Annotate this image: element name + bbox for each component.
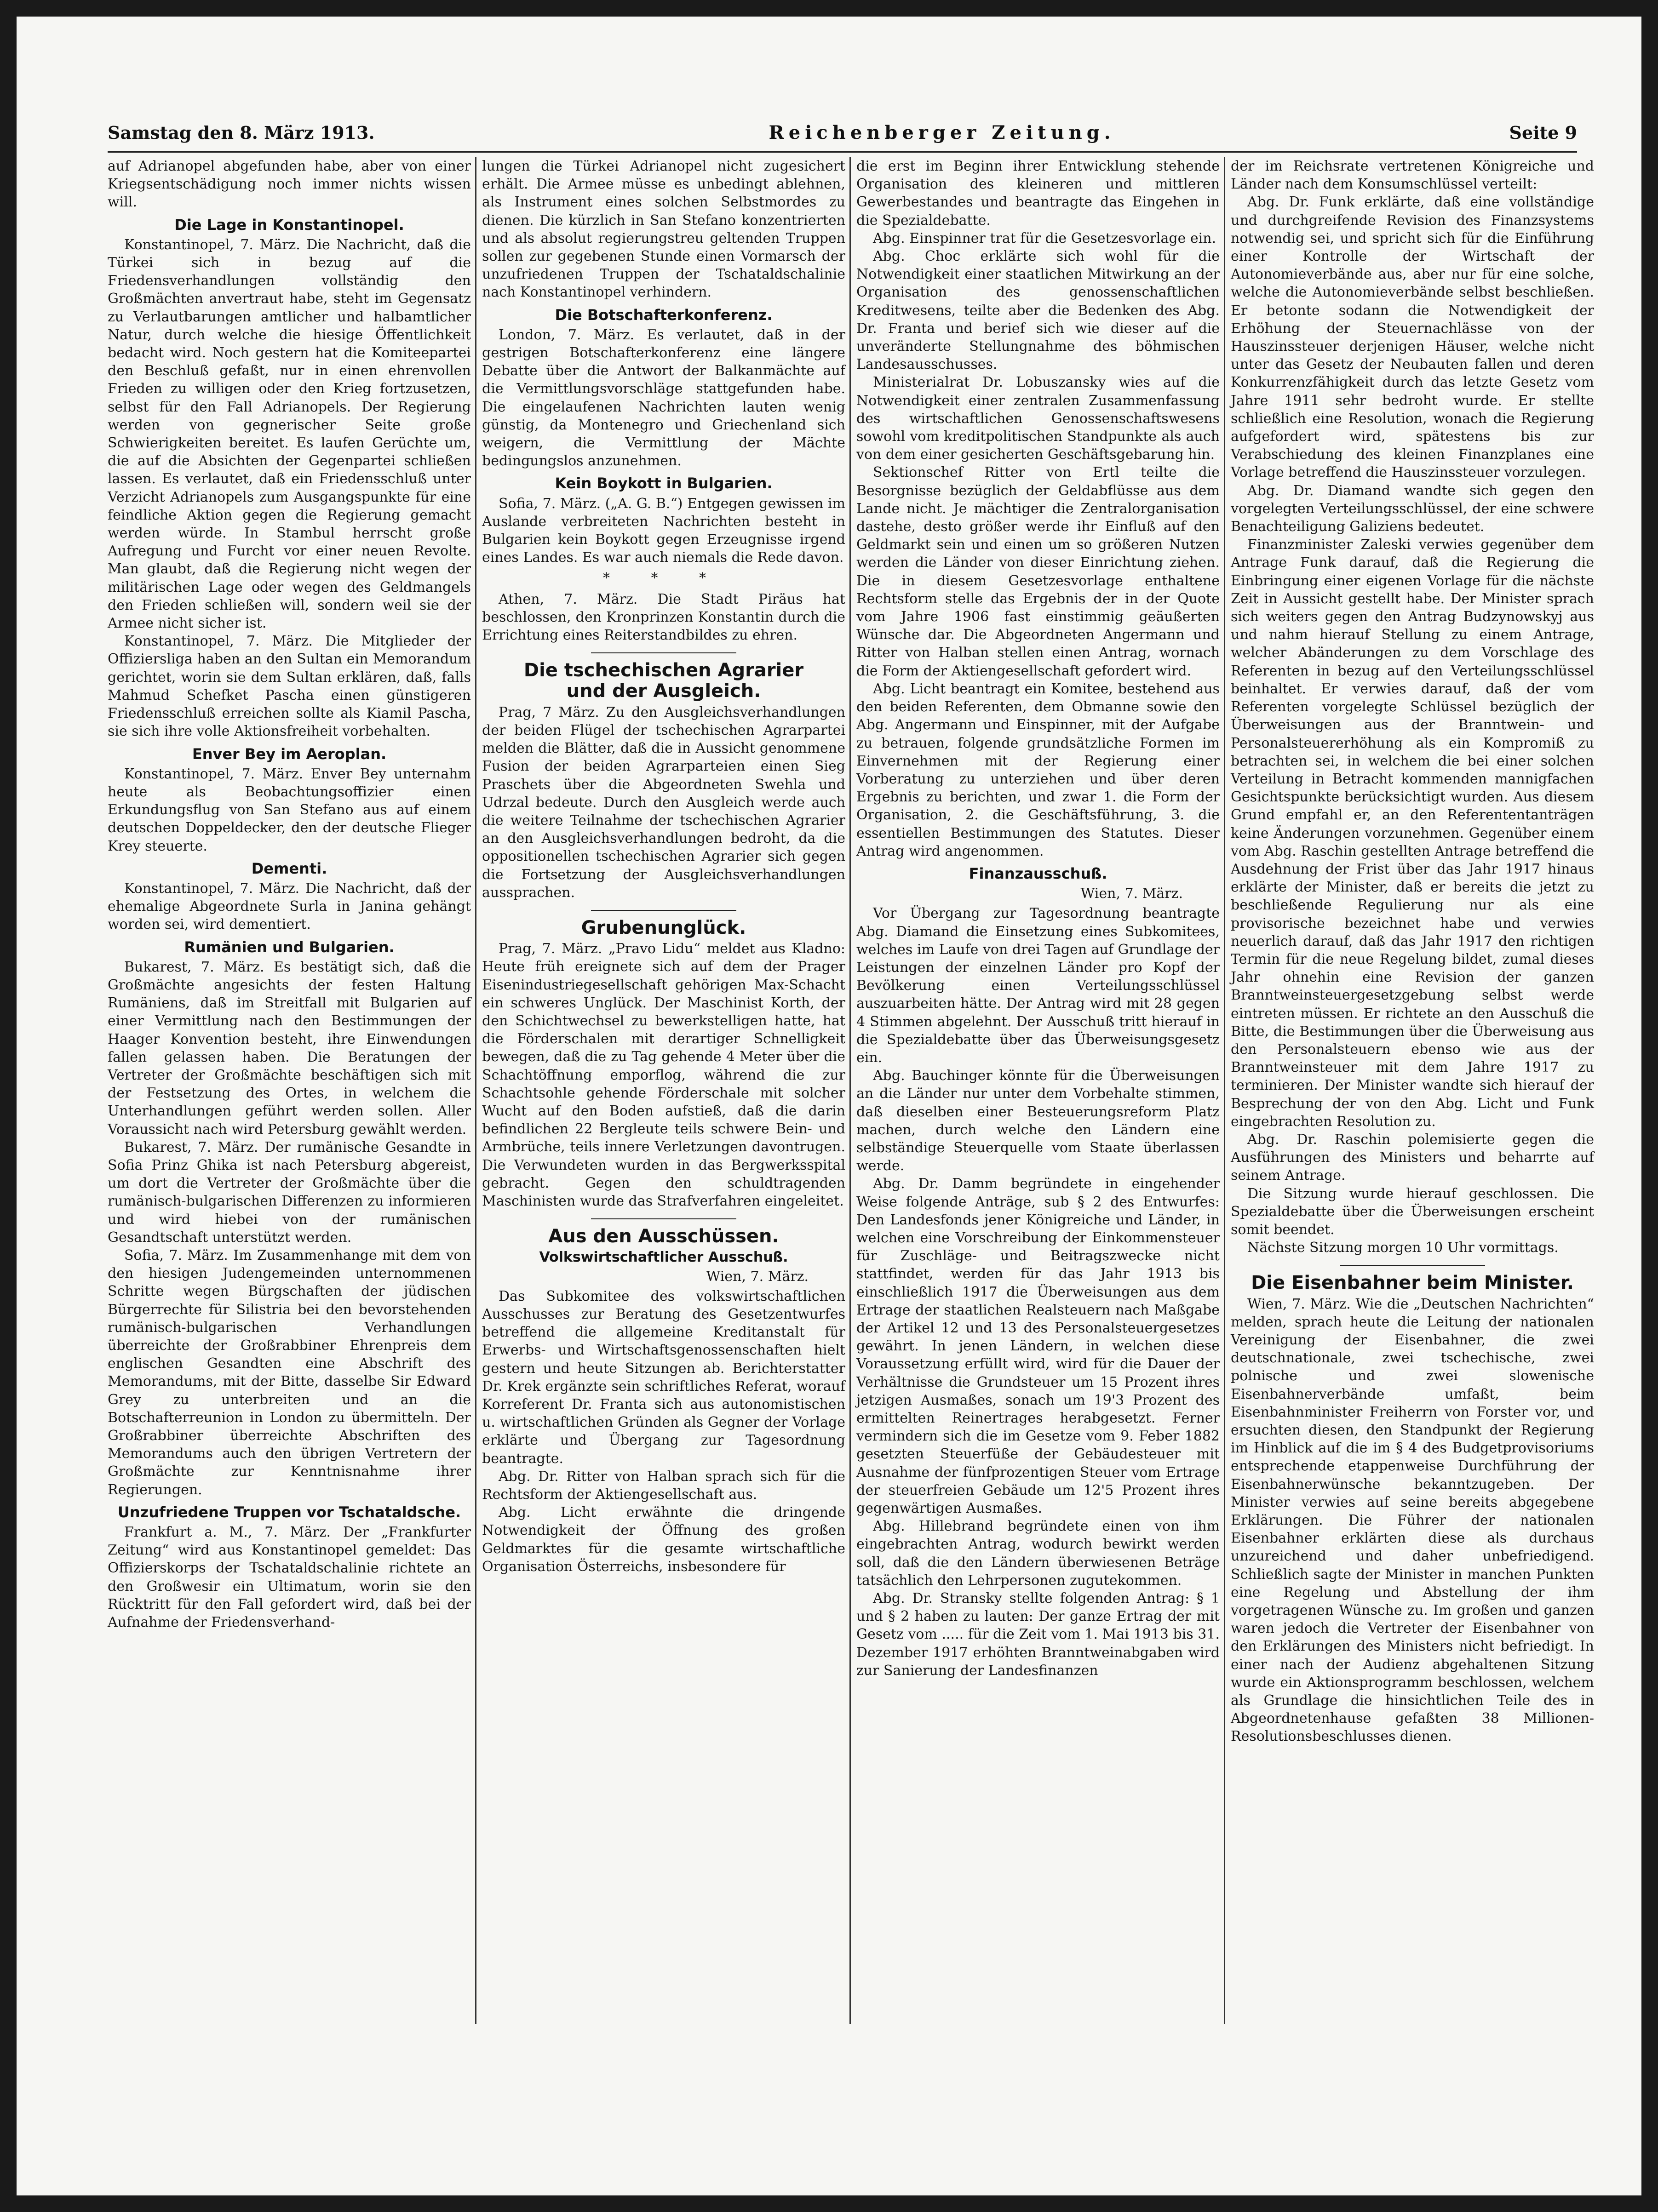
masthead-title: Reichenberger Zeitung.: [769, 121, 1115, 143]
section-rule: [1340, 1265, 1485, 1266]
page-number: Seite 9: [1509, 122, 1577, 143]
article-heading: Kein Boykott in Bulgarien.: [555, 474, 773, 492]
article-paragraph: Finanzminister Zaleski verwies gegenüber dem Antrage Funk darauf, daß die Regierung die Einbringung einer eigenen Vorlage für die nächste Zeit in Aussicht gestellt habe. Der Minister sprach sich weiters gegen den Antrag Budzynowskyj aus und nahm hierauf Stellung zu einem Antrage, welcher Abänderungen zu dem Vorschlage des Referenten in bezug auf den Verteilungsschlüssel beinhaltet. Er verwies darauf, daß der vom Referenten vorgelegte Schlüssel bezüglich der Überweisungen aus der Branntwein- und Personalsteuererhöhung als ein Kompromiß zu betrachten sei, in welchem die bei einer solchen Verteilung in Betracht kommenden mannigfachen Gesichtspunkte berücksichtigt wurden. Aus diesem Grund empfahl er, an den Referententanträgen keine Änderungen vorzunehmen. Gegenüber einem vom Abg. Raschin gestellten Antrage betreffend die Ausdehnung der Frist über das Jahr 1917 hinaus erklärte der Minister, daß er bereits die jetzt zu beschließende Regulierung nur als eine provisorische bezeichnet habe und verwies neuerlich darauf, daß das Jahr 1917 den richtigen Termin für die neue Regelung bildet, zumal dieses Jahr ohnehin eine Revision der ganzen Branntweinsteuergesetzgebung selbst werde eintreten müssen. Er richtete an den Ausschuß die Bitte, die Bestimmungen über die Überweisung aus den Personalsteuern ebenso wie aus der Branntweinsteuer mit dem Jahre 1917 zu terminieren. Der Minister wandte sich hierauf der Besprechung der von den Abg. Licht und Funk eingebrachten Resolution zu.: [1231, 537, 1594, 1130]
article-subheading: Volkswirtschaftlicher Ausschuß.: [539, 1249, 788, 1266]
page-header: [108, 119, 1577, 146]
article-paragraph: Frankfurt a. M., 7. März. Der „Frankfurter Zeitung“ wird aus Konstantinopel gemeldet: Das Offizierskorps der Tschataldschalinie richtete an den Großwesir ein Ultimatum, worin sie den Rücktritt für den Fall gefordert wird, daß bei der Aufnahme der Friedensverhand-: [108, 1524, 471, 1631]
article-headline: Grubenunglück.: [581, 917, 746, 938]
article-paragraph: Abg. Dr. Ritter von Halban sprach sich für die Rechtsform der Aktiengesellschaft aus.: [482, 1468, 845, 1503]
article-paragraph: Sofia, 7. März. („A. G. B.“) Entgegen gewissen im Auslande verbreiteten Nachrichten besteht in Bulgarien kein Boykott gegen Erzeugnisse irgend eines Landes. Es war auch niemals die Rede davon.: [482, 495, 845, 566]
article-heading: Unzufriedene Truppen vor Tschataldsche.: [117, 1503, 461, 1521]
article-paragraph: Abg. Choc erklärte sich wohl für die Notwendigkeit einer staatlichen Mitwirkung an der Organisation des genossenschaftlichen Kreditwesens, teilte aber die Bedenken des Abg. Dr. Franta und berief sich wie dieser auf die unveränderte Stellungnahme des böhmischen Landesausschusses.: [856, 248, 1220, 373]
column-divider: [475, 157, 476, 2024]
article-paragraph: Nächste Sitzung morgen 10 Uhr vormittags.: [1247, 1240, 1559, 1256]
column-3: [856, 157, 1220, 1680]
section-rule: [591, 1218, 736, 1219]
article-paragraph: Sofia, 7. März. Im Zusammenhange mit dem von den hiesigen Judengemeinden unternommenen Schritte wegen Bürgschaften der jüdischen Bürgerrechte für Silistria bei den bevorstehenden rumänisch-bulgarischen Verhandlungen überreichte der Großrabbiner Ehrenpreis dem englischen Gesandten eine Abschrift des Memorandums, mit der Bitte, dasselbe Sir Edward Grey zu unterbreiten und an die Botschafterreunion in London zu übermitteln. Der Großrabbiner überreichte Abschriften des Memorandums auch den übrigen Vertretern der Großmächte zur Kenntnisnahme ihrer Regierungen.: [108, 1247, 471, 1498]
article-paragraph: Abg. Hillebrand begründete einen von ihm eingebrachten Antrag, wodurch bewirkt werden soll, daß die den Ländern überwiesenen Beträge tatsächlich den Lehrpersonen zugutekommen.: [856, 1518, 1220, 1589]
article-heading: Die Lage in Konstantinopel.: [174, 216, 404, 234]
article-headline: Die tschechischen Agrarier: [523, 660, 804, 681]
article-paragraph: Konstantinopel, 7. März. Die Mitglieder der Offiziersliga haben an den Sultan ein Memorandum gerichtet, worin sie dem Sultan erklären, daß, falls Mahmud Schefket Pascha einen günstigeren Friedensschluß erreichen sollte als Kiamil Pascha, sie sich ihre volle Aktionsfreiheit vorbehalten.: [108, 633, 471, 740]
article-paragraph: Abg. Bauchinger könnte für die Überweisungen an die Länder nur unter dem Vorbehalte stimmen, daß dieselben einer Besteuerungsreform Platz machen, durch welche den Ländern eine selbständige Steuerquelle vom Staate überlassen werde.: [856, 1068, 1220, 1174]
section-rule: [591, 910, 736, 911]
dateline: Wien, 7. März.: [706, 1268, 809, 1285]
article-paragraph: Sektionschef Ritter von Ertl teilte die Besorgnisse bezüglich der Geldabflüsse aus dem Lande nicht. Je mächtiger die Zentralorganisation dastehe, desto größer werde ihr Einfluß auf den Geldmarkt sein und einen um so größeren Nutzen werden die Länder von dieser Einrichtung ziehen. Die in diesem Gesetzesvorlage enthaltene Rechtsform stelle das Ergebnis der in der Quote vom Jahre 1906 fast einstimmig geäußerten Wünsche dar. Die Abgeordneten Angermann und Ritter von Halban stellen einen Antrag, wornach die Form der Aktiengesellschaft gefordert wird.: [856, 464, 1220, 679]
article-headline: Die Eisenbahner beim Minister.: [1251, 1272, 1574, 1294]
article-paragraph: Abg. Dr. Damm begründete in eingehender Weise folgende Anträge, sub § 2 des Entwurfes: Den Landesfonds jener Königreiche und Länder, in welchen eine Vorschreibung der Einkommensteuer für Zuschläge- und Beitragszwecke nicht stattfindet, werden für das Jahr 1913 bis einschließlich 1917 die Überweisungen aus dem Ertrage der staatlichen Realsteuern nach Maßgabe der Artikel 12 und 13 des Personalsteuergesetzes gewährt. In jenen Ländern, in welchen diese Voraussetzung erfüllt wird, wird für die Dauer der Verhältnisse die Grundsteuer um 15 Prozent ihres jetzigen Ausmaßes, sonach um 19'3 Prozent des ermittelten Reinertrages herabgesetzt. Ferner vermindern sich die im Gesetze vom 9. Feber 1882 gesetzten Steuerfüße der Gebäudesteuer mit Ausnahme der fünfprozentigen Steuer vom Ertrage der steuerfreien Gebäude um 12'5 Prozent ihres gegenwärtigen Ausmaßes.: [856, 1176, 1220, 1517]
article-headline: und der Ausgleich.: [566, 680, 761, 702]
article-heading: Die Botschafterkonferenz.: [555, 306, 773, 324]
article-paragraph: Prag, 7 März. Zu den Ausgleichsverhandlungen der beiden Flügel der tschechischen Agrarpartei melden die Blätter, daß die in Aussicht genommene Fusion der beiden Agrarparteien einen Sieg Praschets über die Abgeordneten Swehla und Udrzal bedeute. Durch den Ausgleich werde auch die weitere Teilnahme der tschechischen Agrarier an den Ausgleichsverhandlungen bedroht, da die oppositionellen tschechischen Agrarier sich gegen die Fortsetzung der Ausgleichsverhandlungen aussprachen.: [482, 704, 845, 901]
newspaper-page: [17, 17, 1641, 2195]
article-heading: Dementi.: [251, 859, 327, 877]
article-paragraph: Vor Übergang zur Tagesordnung beantragte Abg. Diamand die Einsetzung eines Subkomitees, welches im Laufe von drei Tagen auf Grundlage der Leistungen der einzelnen Länder pro Kopf der Bevölkerung einen Verteilungsschlüssel auszuarbeiten hätte. Der Antrag wird mit 28 gegen 4 Stimmen abgelehnt. Der Ausschuß tritt hierauf in die Spezialdebatte über das Überweisungsgesetz ein.: [856, 905, 1220, 1066]
column-divider: [849, 157, 851, 2024]
article-paragraph: Konstantinopel, 7. März. Die Nachricht, daß die Türkei sich in bezug auf die Friedensverhandlungen vollständig den Großmächten anvertraut habe, steht im Gegensatz zu Verlautbarungen amtlicher und halbamtlicher Natur, durch welche die hiesige Öffentlichkeit bedacht wird. Noch gestern hat die Komiteepartei den Beschluß gefaßt, nur in einen ehrenvollen Frieden zu willigen oder den Krieg fortzusetzen, selbst für den Fall Adrianopels. Der Regierung werden von gegnerischer Seite große Schwierigkeiten bereitet. Es laufen Gerüchte um, die auf die Absichten der Gegenpartei schließen lassen. Es verlautet, daß ein Friedensschluß unter Verzicht Adrianopels zum Ausgangspunkte für eine feindliche Aktion gegen die Regierung gemacht werden würde. In Stambul herrscht große Aufregung und Furcht vor einer neuen Revolte. Man glaubt, daß die Regierung nicht wegen der militärischen Lage oder wegen des Geldmangels den Frieden schließen will, sondern weil sie der Armee nicht sicher ist.: [108, 236, 471, 632]
header-date: Samstag den 8. März 1913.: [108, 122, 375, 143]
article-paragraph: Konstantinopel, 7. März. Die Nachricht, daß der ehemalige Abgeordnete Surla in Janina gehängt worden sei, wird dementiert.: [108, 880, 471, 933]
section-separator: * * *: [602, 570, 725, 587]
article-paragraph: Bukarest, 7. März. Der rumänische Gesandte in Sofia Prinz Ghika ist nach Petersburg abgereist, um dort die Vertreter der Großmächte über die rumänisch-bulgarischen Differenzen zu informieren und wird hiebei von der rumänischen Gesandtschaft unterstützt werden.: [108, 1139, 471, 1246]
article-heading: Finanzausschuß.: [969, 864, 1107, 882]
article-headline: Aus den Ausschüssen.: [548, 1226, 779, 1247]
article-paragraph: der im Reichsrate vertretenen Königreiche und Länder nach dem Konsumschlüssel verteilt:: [1231, 158, 1594, 193]
column-4: [1231, 157, 1594, 1746]
article-paragraph: auf Adrianopel abgefunden habe, aber von einer Kriegsentschädigung noch immer nichts wissen will.: [108, 158, 471, 211]
column-2: [482, 157, 845, 1576]
article-paragraph: Prag, 7. März. „Pravo Lidu“ meldet aus Kladno: Heute früh ereignete sich auf dem der Prager Eisenindustriegesellschaft gehörigen Max-Schacht ein schweres Unglück. Der Maschinist Korth, der den Schichtwechsel zu bewerkstelligen hatte, hat die Förderschalen mit derartiger Schnelligkeit bewegen, daß die zu Tag gehende 4 Meter über die Schachtöffnung emporflog, während die zur Schachtsohle gehende Förderschale mit solcher Wucht auf den Boden aufstieß, daß die darin befindlichen 22 Bergleute teils schwere Bein- und Armbrüche, teils innere Verletzungen davontrugen. Die Verwundeten wurden in das Bergwerksspital gebracht. Gegen den schuldtragenden Maschinisten wurde das Strafverfahren eingeleitet.: [482, 941, 845, 1209]
dateline: Wien, 7. März.: [1080, 886, 1183, 902]
article-paragraph: Die Sitzung wurde hierauf geschlossen. Die Spezialdebatte über die Überweisungen erscheint somit beendet.: [1231, 1185, 1594, 1238]
column-divider: [1224, 157, 1225, 2024]
article-paragraph: Wien, 7. März. Wie die „Deutschen Nachrichten“ melden, sprach heute die Leitung der nationalen Vereinigung der Eisenbahner, die zwei deutschnationale, zwei tschechische, zwei polnische und zwei slowenische Eisenbahnerverbände umfaßt, beim Eisenbahnminister Freiherrn von Forster vor, und ersuchten diesen, den Standpunkt der Regierung im Hinblick auf die im § 4 des Budgetprovisoriums entsprechende etappenweise Durchführung der Eisenbahnerwünsche bekanntzugeben. Der Minister verwies auf seine bereits abgegebene Erklärungen. Die Führer der nationalen Eisenbahner erklärten diese als durchaus unzureichend und daher unbefriedigend. Schließlich sagte der Minister in manchen Punkten eine Regelung und Abstellung der ihm vorgetragenen Wünsche zu. Im großen und ganzen waren jedoch die Vertreter der Eisenbahner von den Erklärungen des Ministers nicht befriedigt. In einer nach der Audienz abgehaltenen Sitzung wurde ein Aktionsprogramm beschlossen, welchem als Grundlage die hinsichtlichen Teile des in Abgeordnetenhause gefaßten 38 Millionen-Resolutionsbeschlusses dienen.: [1231, 1296, 1594, 1745]
header-rule: [108, 151, 1577, 153]
article-paragraph: die erst im Beginn ihrer Entwicklung stehende Organisation des kleineren und mittleren Gewerbestandes und beantragte das Eingehen in die Spezialdebatte.: [856, 158, 1220, 229]
article-paragraph: Abg. Dr. Diamand wandte sich gegen den vorgelegten Verteilungsschlüssel, der eine schwere Benachteiligung Galiziens bedeutet.: [1231, 482, 1594, 535]
article-paragraph: Abg. Licht beantragt ein Komitee, bestehend aus den beiden Referenten, dem Obmanne sowie den Abg. Angermann und Einspinner, mit der Aufgabe zu betrauen, folgende grundsätzliche Formen im Einvernehmen mit der Regierung einer Vorberatung zu unterziehen und über deren Ergebnis zu berichten, und zwar 1. die Form der Organisation, 2. die Geschäftsführung, 3. die essentiellen Bestimmungen des Statutes. Dieser Antrag wird angenommen.: [856, 680, 1220, 859]
article-paragraph: Konstantinopel, 7. März. Enver Bey unternahm heute als Beobachtungsoffizier einen Erkundungsflug von San Stefano aus auf einem deutschen Doppeldecker, den der deutsche Flieger Krey steuerte.: [108, 766, 471, 854]
article-paragraph: Abg. Dr. Funk erklärte, daß eine vollständige und durchgreifende Revision des Finanzsystems notwendig sei, und spricht sich für die Einführung einer Kontrolle der Wirtschaft der Autonomieverbände aus, aber nur für eine solche, welche die Autonomieverbände selbst beschließen. Er betonte sodann die Notwendigkeit der Erhöhung der Steuernachlässe von der Hauszinssteuer derjenigen Häuser, welche nicht unter das Gesetz der Neubauten fallen und deren Konkurrenzfähigkeit durch das letzte Gesetz vom Jahre 1911 sehr bedroht wurde. Er stellte schließlich eine Resolution, wonach die Regierung aufgefordert wird, spätestens bis zur Verabschiedung des kleinen Finanzplanes eine Vorlage betreffend die Hauszinssteuer vorzulegen.: [1231, 194, 1594, 481]
article-paragraph: Das Subkomitee des volkswirtschaftlichen Ausschusses zur Beratung des Gesetzentwurfes betreffend die allgemeine Kreditanstalt für Erwerbs- und Wirtschaftsgenossenschaften hielt gestern und heute Sitzungen ab. Berichterstatter Dr. Krek ergänzte sein schriftliches Referat, worauf Korreferent Dr. Franta sich aus autonomistischen u. wirtschaftlichen Gründen als Gegner der Vorlage erklärte und Übergang zur Tagesordnung beantragte.: [482, 1288, 845, 1467]
article-paragraph: Abg. Licht erwähnte die dringende Notwendigkeit der Öffnung des großen Geldmarktes für die gesamte wirtschaftliche Organisation Österreichs, insbesondere für: [482, 1504, 845, 1575]
article-paragraph: lungen die Türkei Adrianopel nicht zugesichert erhält. Die Armee müsse es unbedingt ablehnen, als Instrument eines solchen Selbstmordes zu dienen. Die kürzlich in San Stefano konzentrierten und als absolut regierungstreu geltenden Truppen sollen zur gegebenen Stunde einen Vormarsch der unzufriedenen Truppen der Tschataldschalinie nach Konstantinopel verhindern.: [482, 158, 845, 301]
article-paragraph: Abg. Dr. Raschin polemisierte gegen die Ausführungen des Ministers und beharrte auf seinem Antrage.: [1231, 1131, 1594, 1184]
column-1: [108, 157, 471, 1631]
section-rule: [591, 652, 736, 653]
article-paragraph: Bukarest, 7. März. Es bestätigt sich, daß die Großmächte angesichts der festen Haltung Rumäniens, daß im Streitfall mit Bulgarien auf einer Vermittlung nach den Bestimmungen der Haager Konvention besteht, ihre Einwendungen fallen gelassen haben. Die Beratungen der Vertreter der Großmächte beschäftigen sich mit der Festsetzung des Ortes, in welchem die Unterhandlungen geführt werden sollen. Aller Voraussicht nach wird Petersburg gewählt werden.: [108, 959, 471, 1137]
article-paragraph: Athen, 7. März. Die Stadt Piräus hat beschlossen, den Kronprinzen Konstantin durch die Errichtung eines Reiterstandbildes zu ehren.: [482, 591, 845, 644]
article-paragraph: London, 7. März. Es verlautet, daß in der gestrigen Botschafterkonferenz eine längere Debatte über die Antwort der Balkanmächte auf die Vermittlungsvorschläge stattgefunden habe. Die eingelaufenen Nachrichten lauten wenig günstig, da Montenegro und Griechenland sich weigern, die Vermittlung der Mächte bedingungslos anzunehmen.: [482, 326, 845, 469]
article-paragraph: Ministerialrat Dr. Lobuszansky wies auf die Notwendigkeit einer zentralen Zusammenfassung des wirtschaftlichen Genossenschaftswesens sowohl vom kreditpolitischen Standpunkte als auch von dem einer gesicherten Geschäftsgebarung hin.: [856, 374, 1220, 463]
article-heading: Rumänien und Bulgarien.: [184, 938, 395, 956]
article-heading: Enver Bey im Aeroplan.: [192, 745, 387, 763]
article-paragraph: Abg. Dr. Stransky stellte folgenden Antrag: § 1 und § 2 haben zu lauten: Der ganze Ertrag der mit Gesetz vom ..... für die Zeit vom 1. Mai 1913 bis 31. Dezember 1917 erhöhten Branntweinabgaben wird zur Sanierung der Landesfinanzen: [856, 1590, 1220, 1679]
article-paragraph: Abg. Einspinner trat für die Gesetzesvorlage ein.: [873, 230, 1216, 246]
